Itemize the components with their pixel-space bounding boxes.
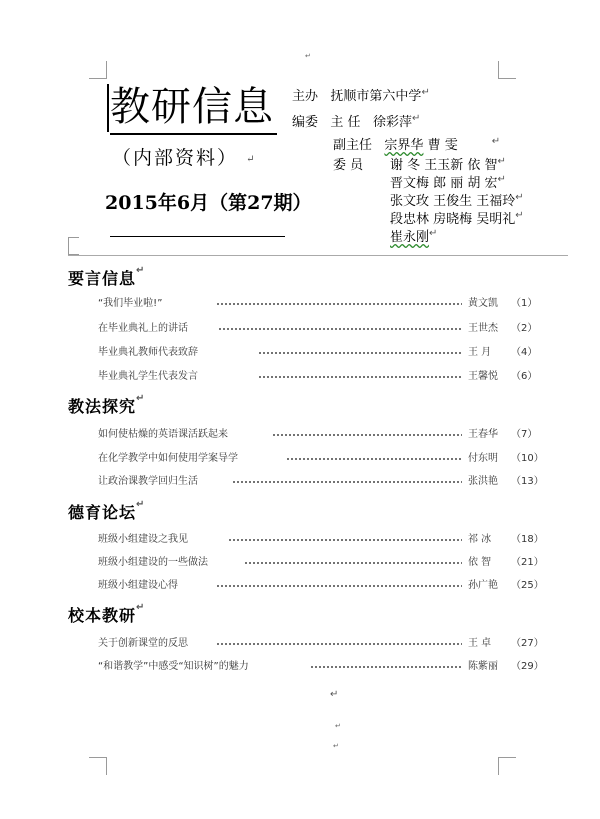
paragraph-mark: ↵ xyxy=(497,174,506,185)
toc-entry[interactable] xyxy=(98,322,538,336)
entry-author: 黄文凯 xyxy=(468,298,498,309)
masthead-subtitle[interactable] xyxy=(112,143,256,170)
paragraph-mark: ↵ xyxy=(497,156,506,167)
section-heading[interactable] xyxy=(68,499,146,523)
members-line-text: 段忠林 房晓梅 吴明礼 xyxy=(390,212,516,227)
entry-title: 在毕业典礼上的讲话 xyxy=(98,323,188,334)
entry-page: （27） xyxy=(511,638,544,649)
entry-page: （7） xyxy=(511,429,538,440)
members-line-text: 晋文梅 郎 丽 胡 宏 xyxy=(390,176,498,191)
board-director-line[interactable] xyxy=(292,113,421,131)
toc-entry[interactable] xyxy=(98,475,544,489)
members-line[interactable] xyxy=(390,228,438,246)
leader-dots xyxy=(258,352,462,354)
entry-author: 祁 冰 xyxy=(468,534,492,545)
paragraph-mark: ↵ xyxy=(136,602,146,613)
leader-dots xyxy=(310,666,462,668)
host-label: 主办 xyxy=(292,89,319,104)
toc-entry[interactable] xyxy=(98,452,544,466)
toc-entry[interactable] xyxy=(98,579,544,593)
section-heading[interactable] xyxy=(68,265,146,289)
entry-author: 王 月 xyxy=(468,347,492,358)
toc-entry[interactable] xyxy=(98,660,544,674)
paragraph-mark: ↵ xyxy=(136,265,146,276)
toc-entry[interactable] xyxy=(98,556,544,570)
toc-entry[interactable] xyxy=(98,637,544,651)
entry-author: 张洪艳 xyxy=(468,476,498,487)
toc-entry[interactable] xyxy=(98,370,538,384)
leader-dots xyxy=(286,458,462,460)
entry-page: （25） xyxy=(511,580,544,591)
members-line[interactable] xyxy=(390,174,506,192)
crop-mark-bottom-right xyxy=(498,757,516,775)
paragraph-mark: ↵ xyxy=(333,742,339,750)
section-title: 要言信息 xyxy=(68,269,137,288)
entry-page: （29） xyxy=(511,661,544,672)
members-line[interactable] xyxy=(390,192,524,210)
entry-title: 关于创新课堂的反思 xyxy=(98,638,188,649)
section-title: 教法探究 xyxy=(68,397,137,416)
toc-entry[interactable] xyxy=(98,297,538,311)
paragraph-mark: ↵ xyxy=(515,210,524,221)
paragraph-mark: ↵ xyxy=(305,52,311,60)
text-box-edge xyxy=(68,237,79,255)
entry-title: 在化学教学中如何使用学案导学 xyxy=(98,453,238,464)
paragraph-mark: ↵ xyxy=(246,154,257,165)
issue-rule xyxy=(110,236,285,237)
members-line[interactable] xyxy=(390,210,524,228)
crop-mark-bottom-left xyxy=(89,757,107,775)
board-host-line[interactable] xyxy=(292,87,430,105)
director-value: 徐彩萍 xyxy=(372,115,412,130)
header-rule xyxy=(68,255,568,256)
entry-author: 依 智 xyxy=(468,557,492,568)
entry-page: （2） xyxy=(511,323,538,334)
entry-page: （18） xyxy=(511,534,544,545)
members-line-text: 张文玫 王俊生 王福玲 xyxy=(390,194,516,209)
entry-title: 班级小组建设之我见 xyxy=(98,534,188,545)
leader-dots xyxy=(272,434,462,436)
deputy-value-2: 曹 雯 xyxy=(427,138,458,153)
paragraph-mark: ↵ xyxy=(421,87,430,98)
section-title: 校本教研 xyxy=(68,606,137,625)
entry-title: 班级小组建设心得 xyxy=(98,580,178,591)
paragraph-mark: ↵ xyxy=(136,393,146,404)
entry-page: （13） xyxy=(511,476,544,487)
paragraph-mark: ↵ xyxy=(330,689,339,700)
members-line-text: 崔永刚 xyxy=(390,230,430,245)
paragraph-mark: ↵ xyxy=(411,113,421,124)
leader-dots xyxy=(216,643,462,645)
subtitle-text: （内部资料） xyxy=(112,147,239,169)
members-line-text: 谢 冬 王玉新 依 智 xyxy=(390,158,498,173)
entry-page: （1） xyxy=(511,298,538,309)
leader-dots xyxy=(258,376,462,378)
entry-title: 毕业典礼学生代表发言 xyxy=(98,371,198,382)
members-line[interactable] xyxy=(390,156,506,174)
entry-author: 付东明 xyxy=(468,453,498,464)
board-deputy-line[interactable] xyxy=(333,136,501,154)
toc-entry[interactable] xyxy=(98,428,538,442)
entry-title: 让政治课教学回归生活 xyxy=(98,476,198,487)
entry-title: “我们毕业啦!” xyxy=(98,298,163,309)
entry-title: “和谐教学”中感受“知识树”的魅力 xyxy=(98,661,249,672)
leader-dots xyxy=(216,303,462,305)
board-members-label: 委 员 xyxy=(333,158,364,173)
section-title: 德育论坛 xyxy=(68,503,137,522)
entry-page: （21） xyxy=(511,557,544,568)
entry-author: 王 卓 xyxy=(468,638,492,649)
entry-title: 毕业典礼教师代表致辞 xyxy=(98,347,198,358)
leader-dots xyxy=(228,539,462,541)
paragraph-mark: ↵ xyxy=(136,499,146,510)
leader-dots xyxy=(216,585,462,587)
entry-author: 陈紫丽 xyxy=(468,661,498,672)
crop-mark-top-right xyxy=(498,61,516,79)
toc-entry[interactable] xyxy=(98,533,544,547)
section-heading[interactable] xyxy=(68,393,146,417)
paragraph-mark: ↵ xyxy=(335,722,341,730)
deputy-value-1: 宗界华 xyxy=(384,138,424,153)
editorial-label: 编委 xyxy=(292,115,319,130)
entry-page: （4） xyxy=(511,347,538,358)
issue-date[interactable]: 2015年6月（第27期） xyxy=(105,192,312,214)
toc-entry[interactable] xyxy=(98,346,538,360)
paragraph-mark: ↵ xyxy=(491,136,501,147)
text-cursor xyxy=(107,84,109,132)
director-label: 主 任 xyxy=(330,115,361,130)
entry-title: 如何使枯燥的英语课活跃起来 xyxy=(98,429,228,440)
host-value: 抚顺市第六中学 xyxy=(330,89,422,104)
entry-page: （10） xyxy=(511,453,544,464)
entry-author: 王馨悦 xyxy=(468,371,498,382)
leader-dots xyxy=(244,562,462,564)
deputy-label: 副主任 xyxy=(333,138,373,153)
paragraph-mark: ↵ xyxy=(515,192,524,203)
leader-dots xyxy=(232,481,462,483)
entry-author: 孙广艳 xyxy=(468,580,498,591)
leader-dots xyxy=(218,328,462,330)
entry-author: 王世杰 xyxy=(468,323,498,334)
entry-page: （6） xyxy=(511,371,538,382)
entry-title: 班级小组建设的一些做法 xyxy=(98,557,208,568)
paragraph-mark: ↵ xyxy=(429,228,438,239)
crop-mark-top-left xyxy=(89,61,107,79)
entry-author: 王春华 xyxy=(468,429,498,440)
masthead-title[interactable]: 教研信息 xyxy=(110,84,274,130)
section-heading[interactable] xyxy=(68,602,146,626)
title-underline xyxy=(110,133,277,135)
